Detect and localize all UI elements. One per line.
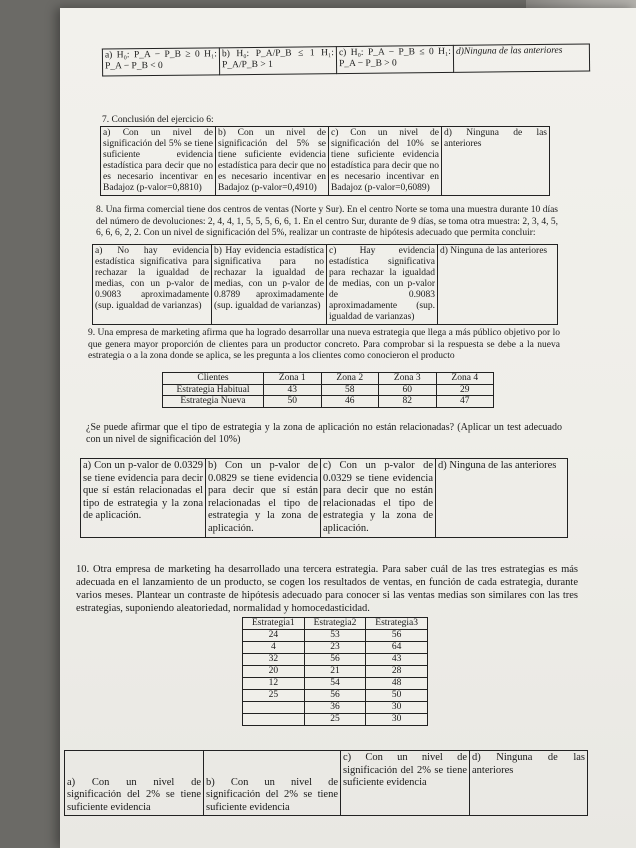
q9-cell: 58 [321, 384, 379, 396]
q9-option-c[interactable]: c) Con un p-valor de 0.0329 se tiene evidencia para decir que no están relacionadas el tipo de estrategia y la zona de aplicación. [321, 459, 436, 538]
table-row [243, 677, 428, 689]
q7-title: 7. Conclusión del ejercicio 6: [102, 115, 214, 125]
q10-cell: 48 [366, 677, 428, 689]
q9-header-zona3: Zona 3 [379, 373, 437, 385]
q10-cell: 21 [304, 665, 366, 677]
q7-option-c[interactable]: c) Con un nivel de significación del 10% se tiene suficiente evidencia estadística para decir que no es necesario incentivar en Badajoz (p-valor=0,6089) [329, 127, 442, 196]
q10-cell: 30 [366, 713, 428, 725]
q9-option-a[interactable]: a) Con un p-valor de 0.0329 se tiene evidencia para decir que sí están relacionadas el tipo de estrategia y la zona de aplicación. [81, 459, 206, 538]
q8-options-table [92, 244, 558, 325]
q10-cell: 43 [366, 653, 428, 665]
q6-option-b[interactable]: b) H₀: P_A/P_B ≤ 1 H₁: P_A/P_B > 1 [219, 47, 336, 75]
q10-cell: 24 [243, 629, 305, 641]
q9-option-d[interactable]: d) Ninguna de las anteriores [436, 459, 568, 538]
q10-table-header-row [243, 618, 428, 630]
q9-header-zona4: Zona 4 [436, 373, 494, 385]
table-row [243, 665, 428, 677]
q8-option-c[interactable]: c) Hay evidencia estadística significativa para rechazar la igualdad de medias, con un p-valor de 0.9083 aproximadamente (sup. igualdad de varianzas) [327, 245, 438, 325]
q10-cell: 23 [304, 641, 366, 653]
q10-option-a[interactable]: a) Con un nivel de significación del 2% se tiene suficiente evidencia [65, 751, 204, 816]
q10-option-b[interactable]: b) Con un nivel de significación del 2% se tiene suficiente evidencia [204, 751, 341, 816]
q10-cell: 64 [366, 641, 428, 653]
q10-options-table [64, 750, 588, 816]
q9-options-table [80, 458, 568, 538]
q9-cell: 47 [436, 396, 494, 408]
q10-cell [243, 701, 305, 713]
q6-option-d[interactable]: d)Ninguna de las anteriores [453, 44, 589, 72]
q10-header-estrategia2: Estrategia2 [304, 618, 366, 630]
q9-cell: 50 [264, 396, 322, 408]
q9-row-label: Estrategia Habitual [163, 384, 264, 396]
q10-cell: 36 [304, 701, 366, 713]
q8-option-d[interactable]: d) Ninguna de las anteriores [438, 245, 558, 325]
q9-table-header-row [163, 373, 494, 385]
table-row [163, 384, 494, 396]
q9-cell: 82 [379, 396, 437, 408]
q7-options-table [100, 126, 550, 196]
table-row [243, 629, 428, 641]
q9-cell: 43 [264, 384, 322, 396]
table-row [163, 396, 494, 408]
q9-row-label: Estrategia Nueva [163, 396, 264, 408]
q6-option-a[interactable]: a) H₀: P_A − P_B ≥ 0 H₁: P_A − P_B < 0 [102, 48, 219, 76]
q10-sales-table [242, 617, 428, 726]
q9-text: 9. Una empresa de marketing afirma que ha logrado desarrollar una nueva estrategia que llega a más público objetivo por lo que genera mayor proporción de clientes para un productor concreto. Para comprobar si la respuesta se debe a la nueva estrategia o a la zona donde se aplica, se les pregunta a los clientes como conocieron el producto [88, 328, 560, 361]
q10-header-estrategia3: Estrategia3 [366, 618, 428, 630]
q9-cell: 46 [321, 396, 379, 408]
q9-cell: 29 [436, 384, 494, 396]
q10-cell: 20 [243, 665, 305, 677]
q10-cell: 53 [304, 629, 366, 641]
table-row [243, 689, 428, 701]
q7-option-d[interactable]: d) Ninguna de las anteriores [442, 127, 550, 196]
q10-text: 10. Otra empresa de marketing ha desarrollado una tercera estrategia. Para saber cuál de las tres estrategias es más adecuada en el lanzamiento de un producto, se cogen los resultados de ventas, en función de cada estrategia, durante varios meses. Plantear un contraste de hipótesis adecuado para conocer si las ventas medias son similares con las tres estrategias, suponiendo aleatoriedad, normalidad y homocedasticidad. [76, 564, 578, 614]
q10-cell: 12 [243, 677, 305, 689]
q7-option-a[interactable]: a) Con un nivel de significación del 5% se tiene suficiente evidencia estadística para decir que no es necesario incentivar en Badajoz (p-valor=0,8810) [101, 127, 216, 196]
q10-cell: 28 [366, 665, 428, 677]
q7-option-b[interactable]: b) Con un nivel de significación del 5% se tiene suficiente evidencia estadística para decir que no es necesario incentivar en Badajoz (p-valor=0,4910) [216, 127, 329, 196]
exam-page [60, 8, 636, 848]
q9-question: ¿Se puede afirmar que el tipo de estrategia y la zona de aplicación no están relacionadas? (Aplicar un test adecuado con un nivel de significación del 10%) [86, 422, 562, 445]
table-row [243, 653, 428, 665]
q9-option-b[interactable]: b) Con un p-valor de 0.0829 se tiene evidencia para decir que sí están relacionadas el tipo de estrategia y la zona de aplicación. [206, 459, 321, 538]
q10-option-d[interactable]: d) Ninguna de las anteriores [470, 751, 588, 816]
q10-cell: 56 [304, 653, 366, 665]
table-row [243, 701, 428, 713]
q9-header-zona1: Zona 1 [264, 373, 322, 385]
q10-cell: 56 [304, 689, 366, 701]
q10-cell: 32 [243, 653, 305, 665]
q6-option-c[interactable]: c) H₀: P_A − P_B ≤ 0 H₁: P_A − P_B > 0 [336, 45, 453, 73]
q10-cell: 56 [366, 629, 428, 641]
q10-cell [243, 713, 305, 725]
q6-options-table [102, 43, 590, 76]
q10-cell: 4 [243, 641, 305, 653]
q9-header-zona2: Zona 2 [321, 373, 379, 385]
q10-option-c[interactable]: c) Con un nivel de significación del 2% se tiene suficiente evidencia [341, 751, 470, 816]
q10-cell: 30 [366, 701, 428, 713]
table-row [243, 641, 428, 653]
q10-cell: 54 [304, 677, 366, 689]
q8-option-b[interactable]: b) Hay evidencia estadística significativa para no rechazar la igualdad de medias, con un p-valor de 0.8789 aproximadamente (sup. igualdad de varianzas) [212, 245, 327, 325]
q9-contingency-table [162, 372, 494, 408]
q10-cell: 25 [243, 689, 305, 701]
q8-text: 8. Una firma comercial tiene dos centros de ventas (Norte y Sur). En el centro Norte se toma una muestra durante 10 días del número de devoluciones: 2, 4, 4, 1, 5, 5, 5, 6, 6, 1. En el centro Sur, durante de 9 días, se toma otra muestra: 2, 3, 4, 5, 6, 6, 6, 2, 2. Con un nivel de significación del 5%, realizar un contraste de hipótesis adecuado que permita concluir: [96, 205, 558, 238]
table-row [243, 713, 428, 725]
q10-cell: 50 [366, 689, 428, 701]
q10-cell: 25 [304, 713, 366, 725]
q8-option-a[interactable]: a) No hay evidencia estadística significativa para rechazar la igualdad de medias, con un p-valor de 0.9083 aproximadamente (sup. igualdad de varianzas) [93, 245, 212, 325]
q10-header-estrategia1: Estrategia1 [243, 618, 305, 630]
q9-header-clientes: Clientes [163, 373, 264, 385]
q9-cell: 60 [379, 384, 437, 396]
